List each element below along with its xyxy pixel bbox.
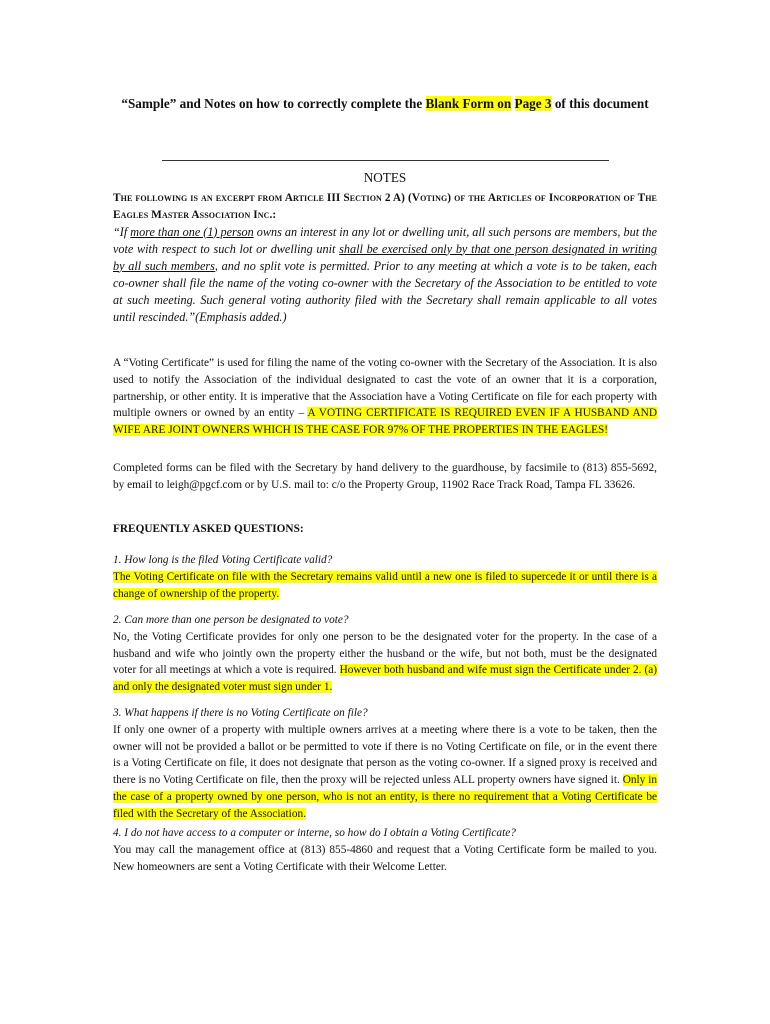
faq-answer: You may call the management office at (813) 855-4860 and request that a Voting Certificate form be mailed to you. New homeowners are sent a Voting Certificate with their Welcome Letter. <box>113 843 657 873</box>
faq-answer-highlight: Only in the case of a property owned by one person, who is not an entity, is there no requirement that a Voting Certificate be filed with the Secretary of the Association. <box>113 774 657 820</box>
faq-answer: No, the Voting Certificate provides for only one person to be the designated voter for the property. In the case of a husband and wife who jointly own the property either the husband or the wife, but not both, must be the designated voter for all meetings at which a vote is required. <box>113 630 657 677</box>
paragraph-voting-certificate <box>113 355 657 439</box>
excerpt-heading: The following is an excerpt from Article III Section 2 A) (Voting) of the Articles of Incorporation of The Eagles Master Association Inc.: <box>113 192 657 221</box>
faq-item-1 <box>113 552 657 602</box>
faq-item-3 <box>113 705 657 823</box>
excerpt-quote <box>113 224 657 326</box>
notes-heading: NOTES <box>363 170 407 185</box>
divider-line <box>162 160 609 161</box>
paragraph-text: A “Voting Certificate” is used for filing the name of the voting co-owner with the Secretary of the Association. It is also used to notify the Association of the individual designated to cast the vote of an owner that it is a corporation, partnership, or other entity. It is imperative that the Association have a Voting Certificate on file for each property with multiple owners or owned by an entity – <box>113 357 657 420</box>
faq-question: 2. Can more than one person be designated to vote? <box>113 614 349 626</box>
quote-underline: more than one (1) person <box>130 224 254 239</box>
faq-heading-block <box>113 521 657 538</box>
faq-item-2 <box>113 612 657 696</box>
title-highlight-blank-form: Blank Form on <box>425 96 512 111</box>
faq-question: 1. How long is the filed Voting Certificate valid? <box>113 554 333 566</box>
excerpt-section <box>113 190 657 326</box>
quote-text: , and no split vote is permitted. Prior to any meeting at which a vote is to be taken, each co-owner shall file the name of the voting co-owner with the Secretary of the Association to be entitled to vote at such meeting. Such general voting authority filed with the Secretary shall remain applicable to all votes until rescinded.”(Emphasis added.) <box>113 258 657 324</box>
faq-question: 3. What happens if there is no Voting Certificate on file? <box>113 707 368 719</box>
faq-answer-highlight: The Voting Certificate on file with the Secretary remains valid until a new one is filed to supercede it or until there is a change of ownership of the property. <box>113 570 657 600</box>
faq-item-4 <box>113 825 657 875</box>
faq-question: 4. I do not have access to a computer or interne, so how do I obtain a Voting Certificate? <box>113 827 516 839</box>
document-title <box>100 94 670 113</box>
title-highlight-page: Page 3 <box>514 96 552 111</box>
faq-heading: FREQUENTLY ASKED QUESTIONS: <box>113 523 304 535</box>
faq-answer-highlight: However both husband and wife must sign the Certificate under 2. (a) and only the designated voter must sign under 1. <box>113 664 657 694</box>
quote-text: “If <box>113 224 131 239</box>
title-text-end: of this document <box>551 96 649 111</box>
paragraph-text: Completed forms can be filed with the Secretary by hand delivery to the guardhouse, by facsimile to (813) 855-5692, by email to leigh@pgcf.com or by U.S. mail to: c/o the Property Group, 11902 Race Track Road, Tampa FL 33626. <box>113 462 657 491</box>
highlight-requirement: A VOTING CERTIFICATE IS REQUIRED EVEN IF A HUSBAND AND WIFE ARE JOINT OWNERS WHICH IS THE CASE FOR 97% OF THE PROPERTIES IN THE EAGLES! <box>113 407 657 437</box>
title-text: “Sample” and Notes on how to correctly complete the <box>121 96 426 111</box>
faq-answer: If only one owner of a property with multiple owners arrives at a meeting where there is a vote to be taken, then the owner will not be provided a ballot or be permitted to vote if there is no Voting Certificate on file, or in the event there is a Voting Certificate on file, it does not designate that person as the voting co-owner. If a signed proxy is received and there is no Voting Certificate on file, then the proxy will be rejected unless ALL property owners have signed it. <box>113 723 657 787</box>
quote-underline: shall be exercised only by that one person designated in writing by all such members <box>113 241 657 273</box>
quote-text: owns an interest in any lot or dwelling unit, all such persons are members, but the vote with respect to such lot or dwelling unit <box>113 224 658 256</box>
paragraph-filing <box>113 460 657 494</box>
